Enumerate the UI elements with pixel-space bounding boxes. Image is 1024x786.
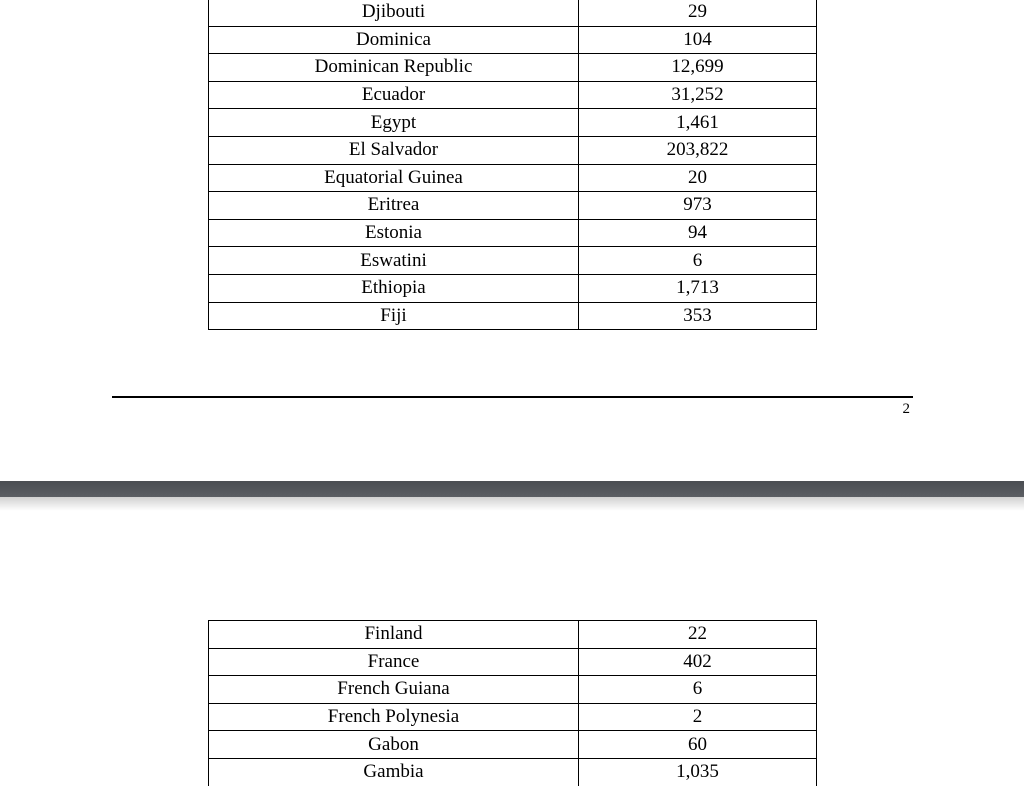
country-cell: Fiji <box>209 302 579 330</box>
value-cell: 6 <box>579 247 817 275</box>
table-row <box>209 731 817 759</box>
country-cell: France <box>209 648 579 676</box>
value-cell: 973 <box>579 192 817 220</box>
country-cell: Eritrea <box>209 192 579 220</box>
table-row <box>209 192 817 220</box>
country-count-table <box>208 0 817 330</box>
value-cell: 60 <box>579 731 817 759</box>
value-cell: 20 <box>579 164 817 192</box>
country-cell: Equatorial Guinea <box>209 164 579 192</box>
table-row <box>209 274 817 302</box>
page-shadow <box>0 497 1024 511</box>
table-row <box>209 758 817 786</box>
value-cell: 12,699 <box>579 54 817 82</box>
table-row <box>209 164 817 192</box>
table-body <box>209 621 817 786</box>
value-cell: 104 <box>579 26 817 54</box>
table-row <box>209 648 817 676</box>
table-row <box>209 302 817 330</box>
country-cell: Ecuador <box>209 81 579 109</box>
table-row <box>209 219 817 247</box>
value-cell: 6 <box>579 676 817 704</box>
value-cell: 29 <box>579 0 817 26</box>
country-count-table <box>208 620 817 786</box>
country-cell: French Guiana <box>209 676 579 704</box>
value-cell: 203,822 <box>579 136 817 164</box>
table-row <box>209 54 817 82</box>
country-cell: Djibouti <box>209 0 579 26</box>
country-cell: Estonia <box>209 219 579 247</box>
table-row <box>209 676 817 704</box>
table-row <box>209 81 817 109</box>
value-cell: 22 <box>579 621 817 649</box>
country-cell: Finland <box>209 621 579 649</box>
footer-rule <box>112 396 913 398</box>
country-cell: French Polynesia <box>209 703 579 731</box>
country-cell: Eswatini <box>209 247 579 275</box>
table-body <box>209 0 817 330</box>
page-number: 2 <box>902 401 910 417</box>
table-row <box>209 621 817 649</box>
table-row <box>209 0 817 26</box>
country-cell: Dominica <box>209 26 579 54</box>
country-cell: Egypt <box>209 109 579 137</box>
value-cell: 31,252 <box>579 81 817 109</box>
value-cell: 402 <box>579 648 817 676</box>
country-cell: Gambia <box>209 758 579 786</box>
country-cell: Ethiopia <box>209 274 579 302</box>
value-cell: 1,035 <box>579 758 817 786</box>
table-row <box>209 136 817 164</box>
page-separator <box>0 481 1024 497</box>
country-cell: Dominican Republic <box>209 54 579 82</box>
document-page-3 <box>0 497 1024 786</box>
value-cell: 353 <box>579 302 817 330</box>
table-row <box>209 703 817 731</box>
table-row <box>209 109 817 137</box>
value-cell: 1,713 <box>579 274 817 302</box>
table-row <box>209 26 817 54</box>
country-cell: El Salvador <box>209 136 579 164</box>
country-cell: Gabon <box>209 731 579 759</box>
value-cell: 2 <box>579 703 817 731</box>
table-row <box>209 247 817 275</box>
value-cell: 94 <box>579 219 817 247</box>
value-cell: 1,461 <box>579 109 817 137</box>
